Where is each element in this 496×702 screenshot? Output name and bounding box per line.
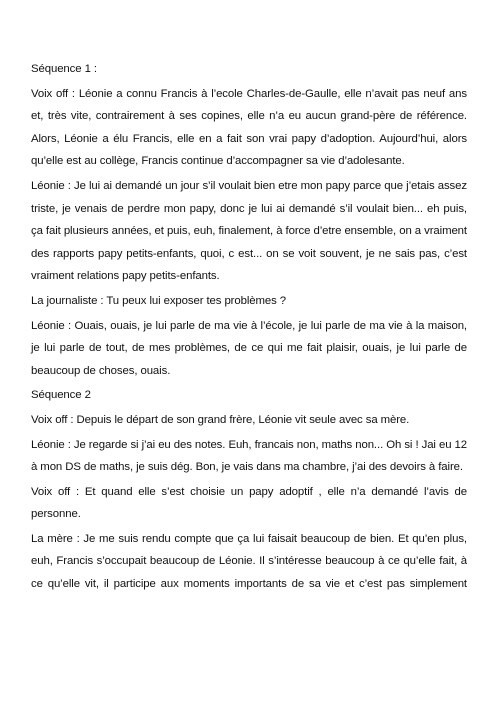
paragraph-voix-off-3: Voix off : Et quand elle s’est choisie un papy adoptif , elle n’a demandé l’avis de personne.	[31, 485, 467, 521]
paragraph-mere: La mère : Je me suis rendu compte que ça lui faisait beaucoup de bien. Et qu’en plus, euh, Francis s’occupait beaucoup de Léonie. Il s’intéresse beaucoup à ce qu’elle fait, à ce qu’elle vit, il participe aux moments importants de sa vie et c’est pas simplement	[31, 532, 467, 591]
heading-sequence-1: Séquence 1 :	[31, 63, 97, 75]
transcript-body	[31, 58, 467, 598]
paragraph-leonie-2: Léonie : Ouais, ouais, je lui parle de ma vie à l’école, je lui parle de ma vie à la maison, je lui parle de tout, de mes problèmes, de ce qui me fait plaisir, ouais, je lui parle de beaucoup de choses, ouais.	[31, 319, 467, 377]
paragraph-voix-off-2: Voix off : Depuis le départ de son grand frère, Léonie vit seule avec sa mère.	[31, 413, 410, 426]
paragraph-voix-off-1: Voix off : Léonie a connu Francis à l’ecole Charles-de-Gaulle, elle n’avait pas neuf ans et, très vite, contrairement à ses copines, elle n’a eu aucun grand-père de référence. Alors, Léonie a élu Francis, elle en a fait son vrai papy d’adoption. Aujourd’hui, alors qu’elle est au collège, Francis continue d’accompagner sa vie d’adolesante.	[31, 87, 467, 168]
paragraph-journaliste: La journaliste : Tu peux lui exposer tes problèmes ?	[31, 294, 287, 307]
paragraph-leonie-1: Léonie : Je lui ai demandé un jour s’il voulait bien etre mon papy parce que j’etais assez triste, je venais de perdre mon papy, donc je lui ai demandé s’il voulait bien... eh puis, ça fait plusieurs années, et puis, euh, finalement, à force d’etre ensemble, on a vraiment des rapports papy petits-enfants, quoi, c est... on se voit souvent, je ne sais pas, c’est vraiment relations papy petits-enfants.	[31, 179, 467, 283]
heading-sequence-2: Séquence 2	[31, 389, 91, 402]
paragraph-leonie-3: Léonie : Je regarde si j’ai eu des notes. Euh, francais non, maths non... Oh si ! Jai eu 12 à mon DS de maths, je suis dég. Bon, je vais dans ma chambre, j’ai des devoirs à faire.	[31, 438, 467, 474]
